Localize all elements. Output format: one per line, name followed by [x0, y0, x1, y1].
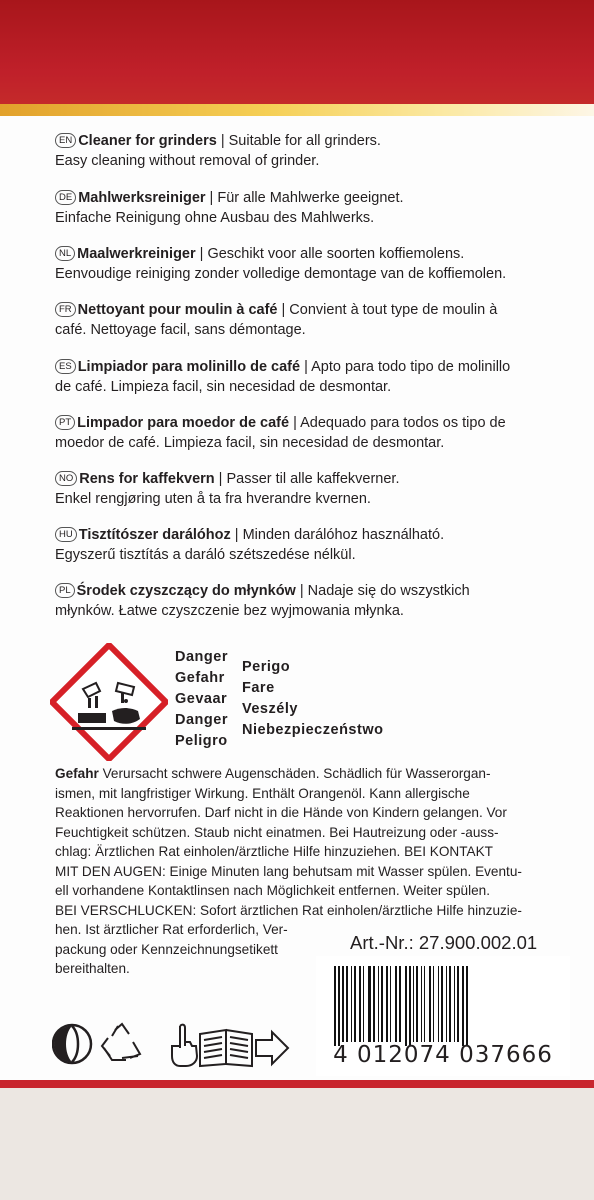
language-code-badge: PT [55, 415, 75, 430]
barcode-number: 4 012074 037666 [333, 1042, 553, 1068]
barcode-bar [424, 966, 425, 1042]
language-line [55, 469, 585, 489]
product-description-line2: Easy cleaning without removal of grinder. [55, 153, 320, 169]
language-code-badge: HU [55, 527, 77, 542]
barcode-bar [399, 966, 401, 1042]
barcode-bar [395, 966, 397, 1042]
signal-word: Fare [242, 680, 275, 696]
barcode-bar [378, 966, 379, 1042]
signal-words-right [242, 657, 383, 741]
barcode-bar [342, 966, 344, 1042]
product-title: Maalwerkreiniger [77, 246, 196, 262]
hazard-line: ismen, mit langfristiger Wirkung. Enthält Orangenöl. Kann allergische [55, 785, 470, 801]
barcode-bar [416, 966, 418, 1042]
product-title: Tisztítószer darálóhoz [78, 527, 231, 543]
signal-word: Gefahr [175, 670, 225, 686]
product-description: | Für alle Mahlwerke geeignet. [205, 190, 404, 206]
language-code-badge: DE [55, 190, 76, 205]
language-block-no [55, 469, 585, 509]
recycling-icons [52, 1020, 292, 1070]
signal-words-left [175, 647, 228, 752]
product-description: | Convient à tout type de moulin à [277, 302, 498, 318]
product-title: Rens for kaffekvern [79, 471, 215, 487]
barcode-bar [368, 966, 371, 1042]
language-line [55, 413, 585, 433]
product-description: | Minden darálóhoz használható. [230, 527, 445, 543]
corrosive-hazard-pictogram [50, 643, 168, 761]
hazard-line: Reaktionen hervorrufen. Darf nicht in die Hände von Kindern gelangen. Vor [55, 805, 507, 820]
product-description-line2: café. Nettoyage facil, sans démontage. [55, 322, 306, 338]
barcode-bar [386, 966, 388, 1042]
product-description-line2: młynków. Łatwe czyszczenie bez wyjmowania młynka. [55, 603, 404, 619]
product-description-line2: moedor de café. Limpieza facil, sin necesidad de desmontar. [55, 435, 445, 451]
hazard-line: packung oder Kennzeichnungsetikett [55, 941, 278, 957]
barcode-bar [429, 966, 431, 1042]
language-block-hu [55, 525, 585, 565]
barcode-bar [454, 966, 455, 1042]
bottom-area [0, 1088, 594, 1200]
language-code-badge: ES [55, 359, 76, 374]
barcode-bar [359, 966, 361, 1042]
product-description-line2: de café. Limpieza facil, sin necesidad de desmontar. [55, 379, 392, 395]
signal-word: Perigo [242, 659, 291, 675]
language-line [55, 244, 585, 264]
language-code-badge: PL [55, 583, 75, 598]
barcode-bar [409, 966, 411, 1046]
barcode-bar [421, 966, 422, 1042]
barcode-bar [449, 966, 451, 1042]
signal-word: Danger [175, 649, 228, 665]
product-description: | Apto para todo tipo de molinillo [300, 359, 511, 375]
language-line [55, 525, 585, 545]
language-block-de [55, 188, 585, 228]
language-block-pt [55, 413, 585, 453]
bottom-red-line [0, 1080, 594, 1088]
product-title: Limpiador para molinillo de café [77, 359, 301, 375]
barcode-bar [446, 966, 447, 1042]
language-code-badge: FR [55, 302, 76, 317]
product-description: | Nadaje się do wszystkich [295, 583, 470, 599]
barcode-bar [373, 966, 375, 1042]
language-line [55, 131, 585, 151]
barcode-bar [390, 966, 391, 1042]
hazard-line: Feuchtigkeit schützen. Staub nicht einatmen. Bei Hautreizung oder -auss- [55, 824, 499, 840]
top-red-band [0, 0, 594, 104]
language-code-badge: NO [55, 471, 77, 486]
barcode-bar [338, 966, 340, 1046]
product-description-line2: Eenvoudige reiniging zonder volledige demontage van de koffiemolen. [55, 266, 507, 282]
recycling-icon [102, 1024, 140, 1060]
arrow-right-icon [256, 1032, 288, 1064]
hazard-line: hen. Ist ärztlicher Rat erforderlich, Ver- [55, 922, 288, 937]
language-code-badge: EN [55, 133, 76, 148]
language-code-badge: NL [55, 246, 75, 261]
product-description-line2: Einfache Reinigung ohne Ausbau des Mahlwerks. [55, 210, 375, 226]
hazard-line: MIT DEN AUGEN: Einige Minuten lang behutsam mit Wasser spülen. Eventu- [55, 863, 522, 879]
signal-word: Peligro [175, 733, 228, 749]
barcode-bar [433, 966, 434, 1042]
barcode-bar [438, 966, 439, 1042]
language-line [55, 300, 585, 320]
product-title: Limpador para moedor de café [77, 415, 290, 431]
barcode-bar [363, 966, 364, 1042]
hazard-heading: Gefahr [55, 766, 99, 781]
product-description: | Geschikt voor alle soorten koffiemolens. [195, 246, 465, 262]
article-number: Art.-Nr.: 27.900.002.01 [350, 932, 538, 953]
barcode-bar [457, 966, 459, 1042]
barcode-bar [462, 966, 464, 1046]
signal-word: Danger [175, 712, 228, 728]
language-block-pl [55, 581, 585, 621]
language-block-es [55, 357, 585, 397]
product-description-line2: Enkel rengjøring uten å ta fra hverandre kvernen. [55, 491, 371, 507]
hand-finger-icon [172, 1025, 197, 1066]
hazard-line: Gefahr Verursacht schwere Augenschäden. Schädlich für Wasserorgan- [55, 766, 491, 781]
signal-word: Niebezpieczeństwo [242, 722, 384, 738]
barcode-bar [354, 966, 356, 1042]
language-line [55, 188, 585, 208]
product-description-line2: Egyszerű tisztítás a daráló szétszedése nélkül. [55, 547, 356, 563]
green-dot-icon [53, 1025, 91, 1063]
product-title: Cleaner for grinders [78, 133, 217, 149]
signal-word: Veszély [242, 701, 298, 717]
language-line [55, 357, 585, 377]
language-block-en [55, 131, 585, 171]
hazard-line: BEI VERSCHLUCKEN: Sofort ärztlichen Rat einholen/ärztliche Hilfe hinzuzie- [55, 902, 522, 918]
barcode-bar [413, 966, 414, 1042]
language-block-nl [55, 244, 585, 284]
language-line [55, 581, 585, 601]
barcode-bar [334, 966, 336, 1046]
language-block-fr [55, 300, 585, 340]
product-title: Środek czyszczący do młynków [76, 583, 296, 599]
product-title: Nettoyant pour moulin à café [77, 302, 278, 318]
signal-word: Gevaar [175, 691, 228, 707]
gold-stripe [0, 104, 594, 116]
hazard-line: ell vorhandene Kontaktlinsen nach Möglichkeit entfernen. Weiter spülen. [55, 883, 491, 898]
barcode [316, 956, 570, 1076]
barcode-bar [466, 966, 468, 1046]
barcode-bar [346, 966, 348, 1042]
product-title: Mahlwerksreiniger [78, 190, 206, 206]
hazard-line: chlag: Ärztlichen Rat einholen/ärztliche Hilfe hinzuziehen. BEI KONTAKT [55, 844, 493, 859]
product-description: | Passer til alle kaffekverner. [214, 471, 400, 487]
barcode-bars [316, 956, 570, 1046]
product-description: | Suitable for all grinders. [216, 133, 381, 149]
barcode-bar [381, 966, 383, 1042]
barcode-bar [441, 966, 443, 1042]
barcode-bar [405, 966, 407, 1046]
barcode-bar [351, 966, 352, 1042]
product-description: | Adequado para todos os tipo de [289, 415, 506, 431]
open-book-icon [200, 1030, 252, 1066]
hazard-line: bereithalten. [55, 961, 130, 976]
